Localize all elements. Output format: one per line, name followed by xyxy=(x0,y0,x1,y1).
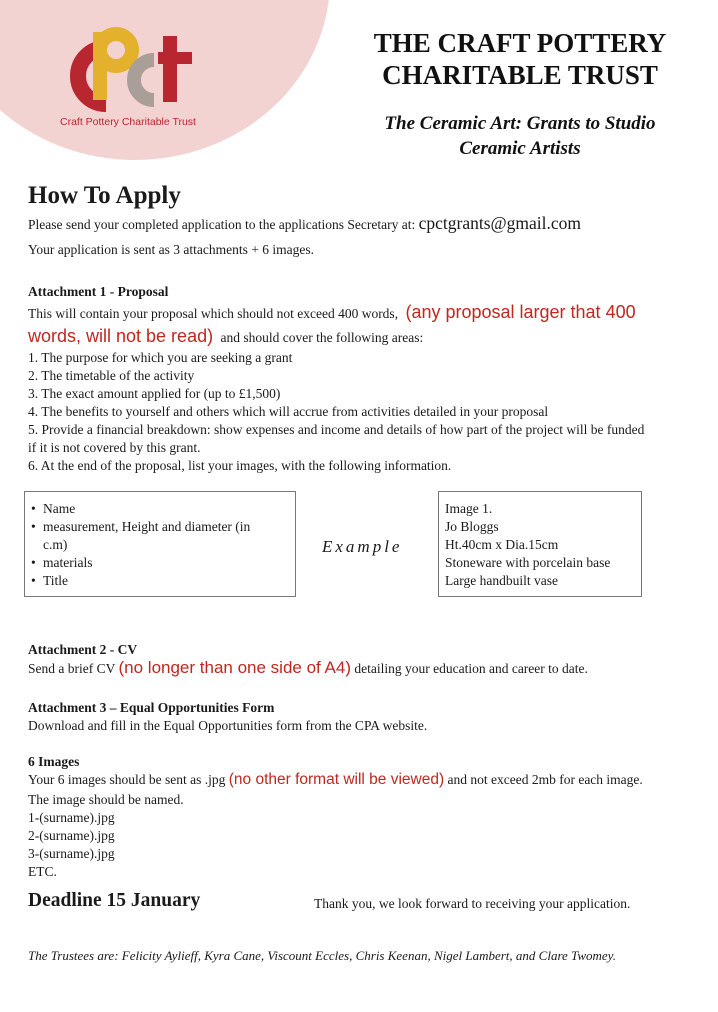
thank-you-note: Thank you, we look forward to receiving your application. xyxy=(314,896,631,911)
naming-intro: The image should be named. xyxy=(28,792,184,807)
field-measurement xyxy=(29,518,289,554)
attachment2-heading: Attachment 2 - CV xyxy=(28,642,138,657)
list-item: 3-(surname).jpg xyxy=(28,846,115,861)
trustees-list: The Trustees are: Felicity Aylieff, Kyra Cane, Viscount Eccles, Chris Keenan, Nigel Lambert, and Clare Twomey. xyxy=(28,948,616,963)
images-warning: (no other format will be viewed) xyxy=(228,771,445,788)
list-item: if it is not covered by this grant. xyxy=(28,440,201,455)
deadline: Deadline 15 January xyxy=(28,890,201,911)
list-item: 5. Provide a financial breakdown: show expenses and income and details of how part of the project will be funded xyxy=(28,422,645,437)
attachment1-line-1 xyxy=(28,303,636,323)
field-measurement-unit: c.m) xyxy=(43,537,68,552)
attachment1-text-1: This will contain your proposal which should not exceed 400 words, xyxy=(28,306,399,321)
example-line: Ht.40cm x Dia.15cm xyxy=(445,537,559,552)
attachment2-text-after: detailing your education and career to date. xyxy=(354,661,588,676)
list-item: 2-(surname).jpg xyxy=(28,828,115,843)
attachment1-warning-2: words, will not be read) xyxy=(28,326,214,346)
list-item: 2. The timetable of the activity xyxy=(28,368,195,383)
attachment1-line-2 xyxy=(28,327,423,347)
page-subtitle xyxy=(340,111,700,161)
list-item: 6. At the end of the proposal, list your images, with the following information. xyxy=(28,458,452,473)
attachment1-list xyxy=(28,349,644,475)
list-item: 3. The exact amount applied for (up to £1,500) xyxy=(28,386,281,401)
attachment1-text-2: and should cover the following areas: xyxy=(220,330,424,345)
example-line: Image 1. xyxy=(445,501,493,516)
title-line-1: THE CRAFT POTTERY xyxy=(373,28,667,58)
list-item: 4. The benefits to yourself and others which will accrue from activities detailed in your proposal xyxy=(28,404,549,419)
example-line: Large handbuilt vase xyxy=(445,573,558,588)
subtitle-line-2: Ceramic Artists xyxy=(459,138,581,159)
field-materials: • materials xyxy=(29,554,289,572)
intro-paragraph xyxy=(28,214,581,234)
field-name: • Name xyxy=(29,500,289,518)
list-item: 1. The purpose for which you are seeking a grant xyxy=(28,350,293,365)
attachment2-warning: (no longer than one side of A4) xyxy=(118,658,351,677)
example-line: Stoneware with porcelain base xyxy=(445,555,611,570)
list-item: ETC. xyxy=(28,864,57,879)
images-text xyxy=(28,771,643,789)
how-to-apply-heading: How To Apply xyxy=(28,182,181,209)
images-text-before: Your 6 images should be sent as .jpg xyxy=(28,772,226,787)
title-line-2: CHARITABLE TRUST xyxy=(382,60,658,90)
example-line: Jo Bloggs xyxy=(445,519,499,534)
page-title xyxy=(340,27,700,91)
attachment1-warning-1: (any proposal larger that 400 xyxy=(405,302,636,322)
image-naming-list xyxy=(28,791,184,881)
intro-text: Please send your completed application to the applications Secretary at: xyxy=(28,217,416,232)
attachment2-text-before: Send a brief CV xyxy=(28,661,116,676)
attachment2-text xyxy=(28,659,588,678)
logo-caption: Craft Pottery Charitable Trust xyxy=(60,116,196,128)
attachment3-heading: Attachment 3 – Equal Opportunities Form xyxy=(28,700,275,715)
field-measurement-text: measurement, Height and diameter (in xyxy=(43,519,251,534)
attachment3-text: Download and fill in the Equal Opportunities form from the CPA website. xyxy=(28,718,428,733)
email-address[interactable]: cpctgrants@gmail.com xyxy=(418,213,582,233)
list-item: 1-(surname).jpg xyxy=(28,810,115,825)
images-text-after: and not exceed 2mb for each image. xyxy=(447,772,643,787)
attachments-note: Your application is sent as 3 attachments + 6 images. xyxy=(28,242,314,257)
example-label: Example xyxy=(322,537,403,556)
image-info-fields-box xyxy=(24,491,296,597)
attachment1-heading: Attachment 1 - Proposal xyxy=(28,284,169,299)
images-heading: 6 Images xyxy=(28,754,80,769)
subtitle-line-1: The Ceramic Art: Grants to Studio xyxy=(384,113,656,134)
field-title: • Title xyxy=(29,572,289,590)
example-image-box xyxy=(438,491,642,597)
